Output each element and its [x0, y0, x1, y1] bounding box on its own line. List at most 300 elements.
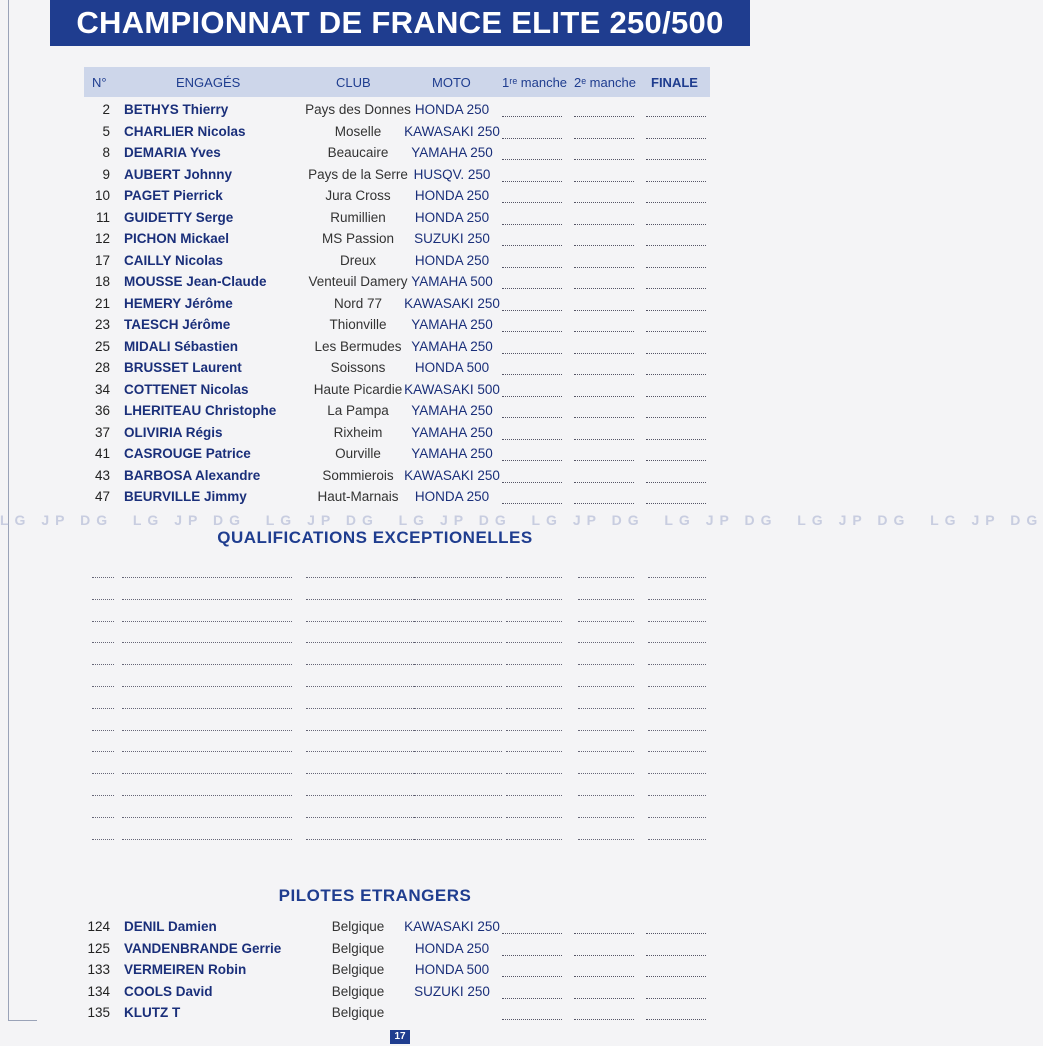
dotted-line — [506, 577, 562, 578]
blank-row — [92, 585, 710, 607]
manche-1-blank — [502, 933, 562, 934]
dotted-line — [414, 817, 502, 818]
dotted-line — [648, 839, 706, 840]
dotted-line — [506, 773, 562, 774]
table-row — [84, 294, 710, 315]
finale-blank — [646, 1019, 706, 1020]
finale-blank — [646, 202, 706, 203]
rider-number: 21 — [94, 295, 110, 311]
dotted-line — [306, 751, 414, 752]
header-manche-1: 1ʳᵉ manche — [502, 75, 568, 90]
dotted-line — [122, 817, 292, 818]
rider-moto: YAMAHA 250 — [411, 145, 493, 160]
dotted-line — [414, 577, 502, 578]
rider-moto: SUZUKI 250 — [414, 983, 490, 999]
manche-1-blank — [502, 1019, 562, 1020]
finale-blank — [646, 976, 706, 977]
manche-1-blank — [502, 976, 562, 977]
manche-1-blank — [502, 439, 562, 440]
blank-row — [92, 737, 710, 759]
rider-moto: KAWASAKI 250 — [404, 919, 500, 934]
dotted-line — [92, 577, 114, 578]
dotted-line — [578, 795, 634, 796]
rider-club: Sommierois — [322, 467, 394, 483]
table-row — [84, 401, 710, 422]
rider-number: 34 — [94, 381, 110, 397]
dotted-line — [306, 795, 414, 796]
finale-blank — [646, 503, 706, 504]
manche-1-blank — [502, 288, 562, 289]
manche-2-blank — [574, 417, 634, 418]
table-row — [84, 229, 710, 250]
dotted-line — [306, 599, 414, 600]
table-row — [84, 143, 710, 164]
finale-blank — [646, 310, 706, 311]
manche-2-blank — [574, 267, 634, 268]
finale-blank — [646, 933, 706, 934]
rider-moto: HONDA 500 — [414, 962, 490, 977]
rider-club: Moselle — [334, 123, 382, 139]
dotted-line — [506, 817, 562, 818]
dotted-line — [506, 664, 562, 665]
dotted-line — [92, 773, 114, 774]
rider-moto: KAWASAKI 250 — [404, 467, 500, 483]
dotted-line — [648, 577, 706, 578]
dotted-line — [306, 664, 414, 665]
dotted-line — [578, 773, 634, 774]
dotted-line — [648, 642, 706, 643]
rider-moto: SUZUKI 250 — [414, 231, 490, 246]
dotted-line — [122, 708, 292, 709]
rider-club: Rixheim — [333, 424, 383, 440]
table-row — [84, 982, 710, 1003]
rider-name: HEMERY Jérôme — [124, 295, 233, 311]
dotted-line — [414, 773, 502, 774]
manche-1-blank — [502, 159, 562, 160]
table-row — [84, 466, 710, 487]
dotted-line — [92, 730, 114, 731]
manche-2-blank — [574, 503, 634, 504]
manche-2-blank — [574, 224, 634, 225]
dotted-line — [648, 751, 706, 752]
finale-blank — [646, 439, 706, 440]
dotted-line — [122, 664, 292, 665]
rider-club: Venteuil Damery — [308, 274, 408, 289]
blank-row — [92, 716, 710, 738]
rider-name: AUBERT Johnny — [124, 166, 232, 182]
dotted-line — [578, 664, 634, 665]
blank-row — [92, 672, 710, 694]
rider-name: BETHYS Thierry — [124, 102, 229, 117]
header-engages: ENGAGÉS — [176, 75, 241, 90]
rider-name: OLIVIRIA Régis — [124, 424, 223, 440]
finale-blank — [646, 245, 706, 246]
table-row — [84, 100, 710, 121]
rider-club: Belgique — [331, 1005, 385, 1020]
rider-moto: YAMAHA 250 — [411, 403, 493, 418]
rider-moto: YAMAHA 250 — [411, 317, 493, 332]
dotted-line — [648, 686, 706, 687]
dotted-line — [506, 621, 562, 622]
manche-2-blank — [574, 439, 634, 440]
rider-moto: HONDA 250 — [414, 188, 490, 203]
rider-club: MS Passion — [321, 231, 395, 246]
manche-2-blank — [574, 998, 634, 999]
rider-moto: KAWASAKI 500 — [404, 381, 500, 397]
dotted-line — [578, 577, 634, 578]
manche-1-blank — [502, 116, 562, 117]
rider-number: 133 — [87, 962, 110, 977]
manche-2-blank — [574, 482, 634, 483]
dotted-line — [648, 708, 706, 709]
rider-moto: HONDA 250 — [414, 252, 490, 268]
dotted-line — [122, 730, 292, 731]
table-row — [84, 917, 710, 938]
dotted-line — [92, 686, 114, 687]
dotted-line — [306, 642, 414, 643]
blank-row — [92, 650, 710, 672]
manche-2-blank — [574, 955, 634, 956]
dotted-line — [506, 839, 562, 840]
finale-blank — [646, 396, 706, 397]
rider-number: 25 — [94, 338, 110, 354]
dotted-line — [414, 795, 502, 796]
dotted-line — [648, 664, 706, 665]
rider-name: DENIL Damien — [124, 919, 217, 934]
dotted-line — [578, 817, 634, 818]
rider-name: LHERITEAU Christophe — [124, 403, 277, 418]
rider-name: VANDENBRANDE Gerrie — [124, 940, 282, 956]
dotted-line — [92, 642, 114, 643]
finale-blank — [646, 224, 706, 225]
rider-number: 23 — [94, 317, 110, 332]
finale-blank — [646, 138, 706, 139]
dotted-line — [648, 730, 706, 731]
rider-club: Pays des Donnes — [305, 102, 411, 117]
dotted-line — [92, 839, 114, 840]
manche-1-blank — [502, 460, 562, 461]
manche-1-blank — [502, 998, 562, 999]
rider-moto: HONDA 250 — [414, 489, 490, 504]
rider-club: Rumillien — [330, 209, 386, 225]
dotted-line — [648, 773, 706, 774]
table-row — [84, 939, 710, 960]
dotted-line — [414, 642, 502, 643]
dotted-line — [306, 773, 414, 774]
dotted-line — [648, 817, 706, 818]
dotted-line — [648, 621, 706, 622]
rider-club: Pays de la Serre — [308, 166, 408, 182]
finale-blank — [646, 288, 706, 289]
dotted-line — [506, 708, 562, 709]
rider-number: 47 — [94, 489, 110, 504]
rider-moto: HONDA 250 — [414, 209, 490, 225]
finale-blank — [646, 482, 706, 483]
dotted-line — [306, 708, 414, 709]
rider-name: TAESCH Jérôme — [124, 317, 231, 332]
dotted-line — [306, 730, 414, 731]
dotted-line — [306, 839, 414, 840]
blank-row — [92, 759, 710, 781]
left-margin-rule — [8, 0, 37, 1021]
page-title: CHAMPIONNAT DE FRANCE ELITE 250/500 — [50, 0, 750, 46]
header-club: CLUB — [336, 75, 371, 90]
rider-number: 43 — [94, 467, 110, 483]
table-row — [84, 423, 710, 444]
dotted-line — [122, 577, 292, 578]
rider-moto: YAMAHA 250 — [411, 338, 493, 354]
manche-1-blank — [502, 181, 562, 182]
rider-club: Belgique — [331, 940, 385, 956]
manche-1-blank — [502, 396, 562, 397]
dotted-line — [648, 795, 706, 796]
rider-club: Jura Cross — [325, 188, 391, 203]
table-row — [84, 165, 710, 186]
rider-club: Dreux — [339, 252, 376, 268]
rider-club: Nord 77 — [333, 295, 383, 311]
rider-name: CHARLIER Nicolas — [124, 123, 246, 139]
rider-number: 41 — [94, 446, 110, 461]
rider-number: 10 — [94, 188, 110, 203]
manche-1-blank — [502, 482, 562, 483]
table-row — [84, 337, 710, 358]
rider-number: 8 — [102, 145, 110, 160]
manche-2-blank — [574, 460, 634, 461]
dotted-line — [414, 621, 502, 622]
manche-1-blank — [502, 331, 562, 332]
watermark: LG JP DG LG JP DG LG JP DG LG JP DG LG JP DG LG JP DG LG JP DG LG JP DG — [0, 512, 1043, 528]
finale-blank — [646, 353, 706, 354]
table-row — [84, 208, 710, 229]
dotted-line — [122, 621, 292, 622]
rider-name: VERMEIREN Robin — [124, 962, 247, 977]
dotted-line — [578, 839, 634, 840]
dotted-line — [122, 839, 292, 840]
rider-number: 11 — [95, 209, 110, 225]
dotted-line — [578, 730, 634, 731]
manche-2-blank — [574, 138, 634, 139]
dotted-line — [506, 795, 562, 796]
header-finale: FINALE — [651, 75, 698, 90]
rider-moto: YAMAHA 250 — [411, 446, 493, 461]
rider-moto: HONDA 250 — [414, 940, 490, 956]
rider-moto: KAWASAKI 250 — [404, 295, 500, 311]
rider-number: 12 — [94, 231, 110, 246]
dotted-line — [414, 751, 502, 752]
manche-1-blank — [502, 353, 562, 354]
dotted-line — [122, 686, 292, 687]
manche-2-blank — [574, 374, 634, 375]
finale-blank — [646, 181, 706, 182]
dotted-line — [414, 599, 502, 600]
rider-name: COOLS David — [124, 983, 213, 999]
manche-2-blank — [574, 353, 634, 354]
manche-2-blank — [574, 933, 634, 934]
rider-club: Haute Picardie — [313, 381, 403, 397]
blank-row — [92, 694, 710, 716]
table-row — [84, 186, 710, 207]
rider-moto: YAMAHA 500 — [411, 274, 493, 289]
manche-2-blank — [574, 159, 634, 160]
dotted-line — [578, 642, 634, 643]
rider-club: Haut-Marnais — [317, 489, 399, 504]
rider-number: 134 — [87, 983, 110, 999]
rider-name: DEMARIA Yves — [124, 145, 221, 160]
rider-club: Belgique — [331, 983, 385, 999]
manche-1-blank — [502, 245, 562, 246]
dotted-line — [306, 817, 414, 818]
rider-number: 9 — [102, 166, 110, 182]
manche-1-blank — [502, 374, 562, 375]
table-row — [84, 358, 710, 379]
rider-number: 125 — [87, 940, 110, 956]
dotted-line — [92, 621, 114, 622]
manche-1-blank — [502, 202, 562, 203]
manche-1-blank — [502, 224, 562, 225]
blank-row — [92, 803, 710, 825]
manche-2-blank — [574, 1019, 634, 1020]
rider-name: MIDALI Sébastien — [124, 338, 239, 354]
dotted-line — [578, 621, 634, 622]
rider-number: 135 — [87, 1005, 110, 1020]
rider-club: Thionville — [329, 317, 387, 332]
dotted-line — [414, 708, 502, 709]
table-row — [84, 251, 710, 272]
table-row — [84, 315, 710, 336]
finale-blank — [646, 331, 706, 332]
dotted-line — [648, 599, 706, 600]
rider-name: BEURVILLE Jimmy — [124, 489, 247, 504]
table-row — [84, 380, 710, 401]
rider-number: 36 — [94, 403, 110, 418]
rider-name: BRUSSET Laurent — [124, 360, 242, 375]
manche-1-blank — [502, 267, 562, 268]
finale-blank — [646, 267, 706, 268]
dotted-line — [506, 730, 562, 731]
dotted-line — [92, 599, 114, 600]
blank-row — [92, 563, 710, 585]
rider-number: 2 — [102, 102, 110, 117]
header-moto: MOTO — [432, 75, 471, 90]
dotted-line — [92, 664, 114, 665]
table-row — [84, 444, 710, 465]
rider-number: 37 — [94, 424, 110, 440]
rider-club: Les Bermudes — [314, 338, 402, 354]
dotted-line — [306, 686, 414, 687]
rider-number: 124 — [87, 919, 110, 934]
table-row — [84, 960, 710, 981]
rider-name: PAGET Pierrick — [124, 188, 223, 203]
rider-name: PICHON Mickael — [124, 231, 230, 246]
dotted-line — [578, 686, 634, 687]
rider-number: 28 — [94, 360, 110, 375]
dotted-line — [414, 839, 502, 840]
finale-blank — [646, 955, 706, 956]
dotted-line — [122, 795, 292, 796]
finale-blank — [646, 159, 706, 160]
dotted-line — [122, 751, 292, 752]
rider-club: Belgique — [331, 919, 385, 934]
table-row — [84, 272, 710, 293]
manche-1-blank — [502, 503, 562, 504]
dotted-line — [306, 621, 414, 622]
rider-name: CAILLY Nicolas — [124, 252, 224, 268]
page-number: 17 — [390, 1030, 410, 1044]
dotted-line — [578, 599, 634, 600]
rider-club: Beaucaire — [327, 145, 389, 160]
manche-2-blank — [574, 202, 634, 203]
dotted-line — [506, 686, 562, 687]
rider-moto: KAWASAKI 250 — [404, 123, 500, 139]
dotted-line — [92, 751, 114, 752]
rider-moto: HONDA 250 — [414, 102, 490, 117]
manche-2-blank — [574, 288, 634, 289]
dotted-line — [122, 773, 292, 774]
blank-row — [92, 607, 710, 629]
dotted-line — [506, 599, 562, 600]
dotted-line — [506, 642, 562, 643]
manche-1-blank — [502, 417, 562, 418]
finale-blank — [646, 417, 706, 418]
rider-club: Belgique — [331, 962, 385, 977]
rider-name: GUIDETTY Serge — [124, 209, 234, 225]
dotted-line — [306, 577, 414, 578]
rider-moto: HONDA 500 — [414, 360, 490, 375]
manche-2-blank — [574, 181, 634, 182]
blank-row — [92, 825, 710, 847]
manche-2-blank — [574, 331, 634, 332]
manche-2-blank — [574, 396, 634, 397]
rider-club: La Pampa — [327, 403, 389, 418]
dotted-line — [414, 730, 502, 731]
rider-club: Ourville — [335, 446, 381, 461]
dotted-line — [506, 751, 562, 752]
table-row — [84, 1003, 710, 1024]
rider-name: COTTENET Nicolas — [124, 381, 249, 397]
manche-2-blank — [574, 116, 634, 117]
finale-blank — [646, 374, 706, 375]
dotted-line — [414, 664, 502, 665]
rider-name: KLUTZ T — [124, 1005, 181, 1020]
finale-blank — [646, 998, 706, 999]
manche-2-blank — [574, 310, 634, 311]
header-num: N° — [92, 75, 107, 90]
finale-blank — [646, 116, 706, 117]
manche-1-blank — [502, 955, 562, 956]
rider-number: 17 — [94, 252, 110, 268]
rider-name: MOUSSE Jean-Claude — [124, 274, 267, 289]
dotted-line — [414, 686, 502, 687]
finale-blank — [646, 460, 706, 461]
rider-name: BARBOSA Alexandre — [124, 467, 261, 483]
manche-2-blank — [574, 976, 634, 977]
table-row — [84, 122, 710, 143]
rider-number: 5 — [102, 123, 110, 139]
header-manche-2: 2ᵉ manche — [574, 75, 636, 90]
dotted-line — [92, 817, 114, 818]
manche-1-blank — [502, 310, 562, 311]
etrangers-title: PILOTES ETRANGERS — [278, 886, 472, 905]
dotted-line — [92, 795, 114, 796]
rider-number: 18 — [94, 274, 110, 289]
dotted-line — [578, 751, 634, 752]
rider-club: Soissons — [330, 360, 386, 375]
table-row — [84, 487, 710, 508]
dotted-line — [92, 708, 114, 709]
rider-name: CASROUGE Patrice — [124, 446, 251, 461]
rider-moto: HUSQV. 250 — [413, 166, 491, 182]
blank-row — [92, 781, 710, 803]
